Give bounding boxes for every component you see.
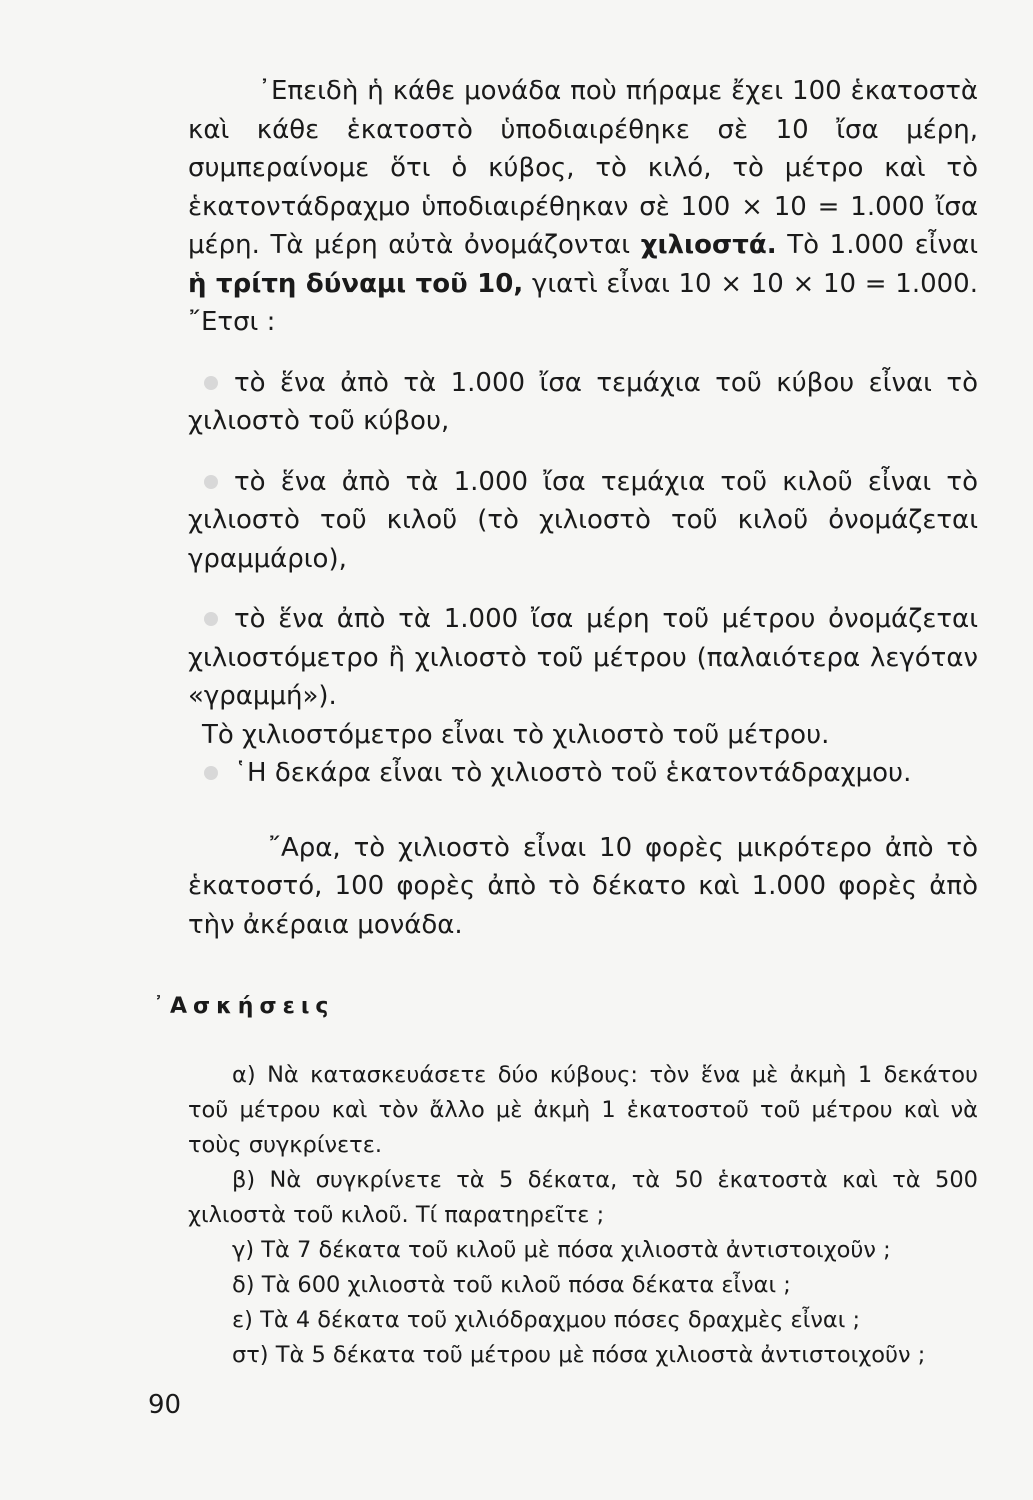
intro-text-2: Τὸ 1.000 εἶναι	[776, 230, 979, 260]
exercise-item: δ) Τὰ 600 χιλιοστὰ τοῦ κιλοῦ πόσα δέκατα εἶναι ;	[232, 1272, 791, 1298]
exercise-item: στ) Τὰ 5 δέκατα τοῦ μέτρου μὲ πόσα χιλιοστὰ ἀντιστοιχοῦν ;	[232, 1342, 926, 1368]
statement-line: Τὸ χιλιοστόμετρο εἶναι τὸ χιλιοστὸ τοῦ μέτρου.	[202, 719, 830, 750]
exercise-item: ε) Τὰ 4 δέκατα τοῦ χιλιόδραχμου πόσες δραχμὲς εἶναι ;	[232, 1307, 861, 1333]
bullet-item-dekara	[188, 754, 978, 793]
exercise-item: β) Νὰ συγκρίνετε τὰ 5 δέκατα, τὰ 50 ἑκατοστὰ καὶ τὰ 500 χιλιοστὰ τοῦ κιλοῦ. Τί παρατηρεῖτε ;	[188, 1167, 978, 1228]
bullet-item-metre	[188, 600, 978, 716]
intro-text-1: ᾿Επειδὴ ἡ κάθε μονάδα ποὺ πήραμε ἔχει 100 ἑκατοστὰ καὶ κάθε ἑκατοστὸ ὑποδιαιρέθηκε σὲ 10 ἴσα μέρη, συμπεραίνομε ὅτι ὁ κύβος, τὸ κιλό, τὸ μέτρο καὶ τὸ ἑκατοντάδραχμο ὑποδιαιρέθηκαν σὲ 100 × 10 = 1.000 ἴσα μέρη. Τὰ μέρη αὐτὰ ὀνομάζονται	[188, 76, 978, 260]
conclusion-paragraph: ῎Αρα, τὸ χιλιοστὸ εἶναι 10 φορὲς μικρότερο ἀπὸ τὸ ἑκατοστό, 100 φορὲς ἀπὸ τὸ δέκατο καὶ 1.000 φορὲς ἀπὸ τὴν ἀκέραια μονάδα.	[188, 832, 978, 940]
term-thousandths: χιλιοστά.	[640, 230, 777, 260]
bullet-item-kilo	[188, 463, 978, 579]
bullet-text: τὸ ἕνα ἀπὸ τὰ 1.000 ἴσα τεμάχια τοῦ κύβου εἶναι τὸ χιλιοστὸ τοῦ κύβου,	[188, 367, 978, 436]
bullet-text: τὸ ἕνα ἀπὸ τὰ 1.000 ἴσα τεμάχια τοῦ κιλοῦ εἶναι τὸ χιλιοστὸ τοῦ κιλοῦ (τὸ χιλιοστὸ τοῦ κιλοῦ ὀνομάζεται γραμμάριο),	[188, 466, 978, 574]
page-content	[153, 72, 979, 1373]
bullet-dot-icon	[204, 376, 218, 390]
bullet-dot-icon	[204, 475, 218, 489]
exercise-item: α) Νὰ κατασκευάσετε δύο κύβους: τὸν ἕνα μὲ ἀκμὴ 1 δεκάτου τοῦ μέτρου καὶ τὸν ἄλλο μὲ ἀκμὴ 1 ἑκατοστοῦ τοῦ μέτρου καὶ νὰ τοὺς συγκρίνετε.	[188, 1062, 978, 1158]
term-third-power: ἡ τρίτη δύναμι τοῦ 10,	[188, 268, 524, 299]
page-number: 90	[148, 1390, 182, 1420]
bullet-dot-icon	[204, 766, 218, 780]
exercise-item: γ) Τὰ 7 δέκατα τοῦ κιλοῦ μὲ πόσα χιλιοστὰ ἀντιστοιχοῦν ;	[232, 1237, 891, 1263]
intro-paragraph	[188, 72, 978, 342]
exercises-heading: ᾿Ασκήσεις	[153, 994, 335, 1019]
bullet-item-cube	[188, 364, 978, 441]
bullet-text: ῾Η δεκάρα εἶναι τὸ χιλιοστὸ τοῦ ἑκατοντάδραχμου.	[234, 758, 912, 788]
bullet-text: τὸ ἕνα ἀπὸ τὰ 1.000 ἴσα μέρη τοῦ μέτρου ὀνομάζεται χιλιοστόμετρο ἢ χιλιοστὸ τοῦ μέτρου (παλαιότερα λεγόταν «γραμμή»).	[188, 604, 978, 711]
bullet-dot-icon	[204, 612, 218, 626]
intro-text-3: γιατὶ εἶναι 10 × 10 × 10 = 1.000. ῎Ετσι :	[188, 268, 978, 337]
